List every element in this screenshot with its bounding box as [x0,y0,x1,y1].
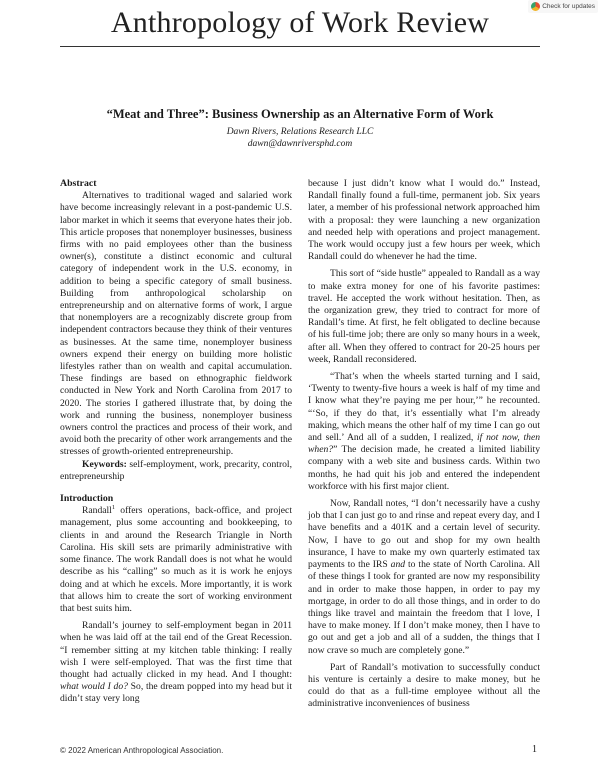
r4-em: and [390,559,406,571]
author-line: Dawn Rivers, Relations Research LLC [226,127,374,137]
right-paragraph-1: because I just didn’t know what I would do.” Instead, Randall finally found a full-time, permanent job. Six years later, a member of his professional network approached him with a proposal: they were launching a new organization and needed help with operations and project management. The work would occupy just a few hours per week, which Randall could do whenever he had the time. [308,178,540,263]
abstract-text: Alternatives to traditional waged and salaried work have become increasingly relevant in a post-pandemic U.S. labor market in which it seems that everyone hates their job. This article proposes that nonemployer businesses, business firms with no paid employees other than the business owner(s), constitute a distinct economic and cultural category of independent work in the U.S. economy, in addition to being a specific category of small business. Building from anthropological scholarship on entrepreneurship and on alternative forms of work, I argue that nonemployers are a recognizably discrete group from independent contractors because they think of their ventures as businesses. At the same time, nonemployer business owners expend their energy on building more holistic lifestyles rather than on wealth and capital accumulation. These findings are based on ethnographic fieldwork conducted in New York and North Carolina from 2017 to 2020. The stories I gathered illustrate that, by doing the work and running the business, nonemployer business owners control the practices and process of their work, and avoid both the precarity of other work arrangements and the stresses of growth-oriented entrepreneurship. [60,190,292,458]
article-title: “Meat and Three”: Business Ownership as an Alternative Form of Work [106,107,494,121]
footnote-ref[interactable]: 1 [111,504,116,512]
copyright-footer: © 2022 American Anthropological Association. [60,746,224,755]
r3-a: “That’s when the wheels started turning and I said, ‘Twenty to twenty-five hours a week is half of my time and I know what they’re paying me per hour,’” he recounted. “‘So, if they do that, it’s essentially what I’m already making, which means the other half of my time I can go out and sell.’ And all of a sudden, I realized, [308,371,540,444]
left-column [60,178,292,706]
r4-b: to the state of North Carolina. All of these things I took for granted are now my responsibility and in order to make those happen, in order to pay my mortgage, in order to do all those things, and in order to do things like travel and maintain the freedom that I love, I have to make money. If I don’t make money, then I have to go out and get a job and all of a sudden, the things that I now crave so much are completely gone.” [308,559,540,656]
keywords-label: Keywords: [82,458,127,470]
page-number: 1 [532,744,537,755]
crossmark-icon [531,2,540,11]
journal-title: Anthropology of Work Review [110,6,490,39]
intro-name: Randall [82,505,112,517]
intro-paragraph-1 [60,505,292,615]
right-paragraph-2: This sort of “side hustle” appealed to Randall as a way to make extra money for one of his favorite pastimes: travel. He accepted the work without hesitation. Then, as the organization grew, they tried to contract for more of Randall’s time. At first, he felt obligated to decline because of his full-time job; there are only so many hours in a week, after all. When they offered to contract for 20-25 hours per week, Randall reconsidered. [308,268,540,365]
title-rule [60,46,540,47]
introduction-heading: Introduction [60,493,114,505]
right-paragraph-4 [308,498,540,657]
keywords-list: self-employment, work, precarity, control, entrepreneurship [60,458,292,482]
intro-p2-b: So, the dream popped into my head but it didn’t stay very long [60,681,292,705]
author-email[interactable]: dawn@dawnriversphd.com [247,139,353,149]
intro-p2-a: Randall’s journey to self-employment began in 2011 when he was laid off at the tail end of the Great Recession. “I remember sitting at my kitchen table thinking: I really wish I were self-employed. That was the first time that thought had actually clicked in my head. And I thought: [60,620,292,680]
intro-p2-em: what would I do? [60,681,128,693]
right-column [308,178,540,711]
right-paragraph-3 [308,371,540,493]
r3-em: if not now, then when? [308,432,541,456]
check-for-updates-label: Check for updates [542,3,595,10]
r4-a: Now, Randall notes, “I don’t necessarily have a cushy job that I can just go to and rinse and repeat every day, and I have benefits and a 401K and a certain level of security. Now, I have to go out and shop for my own health insurance, I have to make my own quarterly estimated tax payments to the IRS [308,498,540,571]
abstract-heading: Abstract [60,178,97,189]
intro-p1-rest: offers operations, back-office, and project management, plus some accounting and bookkeeping, to clients in and around the Research Triangle in North Carolina. His skill sets are primarily administrative with some finance. The work Randall does is not what he would describe as his “calling” so much as it is work he enjoys doing and at which he excels. More importantly, it is work that allows him to create the sort of working environment that best suits him. [60,505,292,614]
right-paragraph-5: Part of Randall’s motivation to successfully conduct his venture is certainly a desire to make money, but he could do that as a full-time employee without all the administrative inconveniences of business [308,661,540,710]
r3-b: ” The decision made, he created a limited liability company with a web site and business cards. Within two months, he had quit his job and entered the independent workforce with his first major client. [308,444,540,492]
keywords [60,459,292,483]
check-for-updates-badge[interactable] [528,0,598,13]
intro-paragraph-2 [60,620,292,705]
